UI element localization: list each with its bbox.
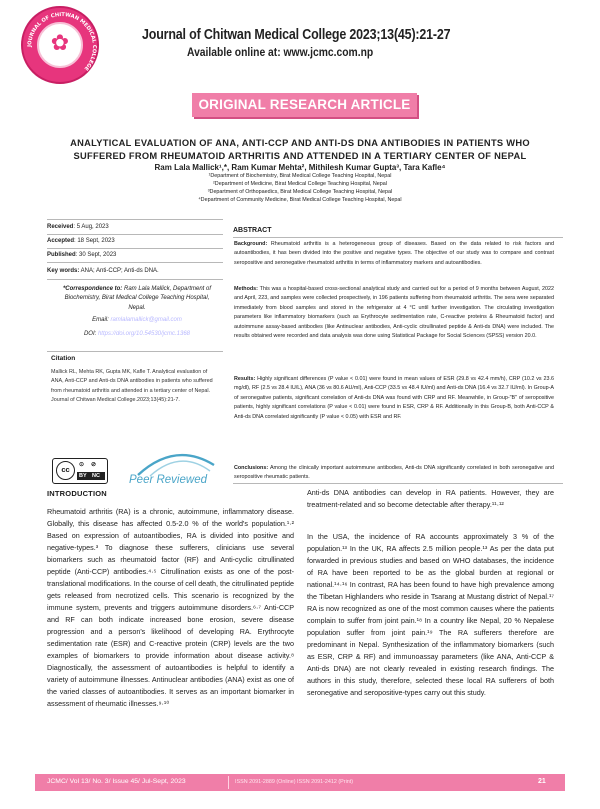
background-text: Rheumatoid arthritis is a heterogeneous group of diseases. Based on the data related to risk factors and autoantibodies, it has been divided into the positive and negative types. The objective of our study was to compare and contrast seropositive and seronegative rheumatoid arthritis in terms of inflammatory markers and autoantibodies.	[234, 241, 554, 266]
divider	[47, 219, 223, 220]
citation-heading: Citation	[51, 355, 76, 362]
intro-right-para-2: In the USA, the incidence of RA accounts approximately 3 % of the population.¹³ In the UK, RA affects 2.5 million people.¹³ As per the data put forwarded in previous studies and based on WHO databases, the incidence of RA have been reported to be as the global burden at regional or national.¹⁴·¹⁶ In contrast, RA has been found to have high prevalence among the Tibetan Highlanders who reside in Tsarang at Mustang district of Nepal.¹⁷ RA is now recognized as one of the most common causes where the patients complain to suffer from joint pain.¹⁸ In a country like Nepal, 20 % Nepalese population suffer from joint pain.¹⁹ The RA sufferers therefore are predominant in Nepal. Synthesization of the inflammatory biomarkers (such as ESR, CRP & RF) and immunoassay parameters (like ANA, Anti-CCP & Anti-ds DNA) are not clearly revealed in existing research findings. The authors in this study, therefore, selected these local RA sufferers of both seronegative and seropositive-types carry out this study.	[307, 532, 554, 697]
creative-commons-badge[interactable]	[52, 458, 108, 484]
affiliation-3: ³Department of Orthopaedics, Birat Medical College Teaching Hospital, Nepal	[207, 189, 393, 195]
journal-logo	[21, 6, 99, 84]
accepted-date	[47, 238, 223, 244]
methods-text: This was a hospital-based cross-sectional analytical study and carried out for a period of 9 months between August, 2022 and April, 223, and samples were collected prospectively, in 196 patients suffering from rheumatoid arthritis. The sera were separated immediately from blood samples and stored in the refrigerator at 4 °C until further investigation. The circulating investigation parameters like inflammatory biomarkers (such as Erythrocyte sedimentation rate, C-reactive proteins & Rheumatoid factor) and autoimmune assay-based antibodies (like Antinuclear antibodies, Anti-cyclic citrullinated peptide & Anti-ds DNA) were included. The results obtained were recorded and data analysis was done using Statistical Package for Social Sciences (SPSS) version 20.0.	[234, 286, 554, 340]
published-value: : 30 Sept, 2023	[75, 252, 117, 258]
accepted-value: : 18 Sept, 2023	[74, 238, 115, 244]
doi-label: DOI:	[83, 330, 97, 337]
received-label: Received	[47, 224, 74, 230]
flower-icon: ✿	[50, 31, 70, 56]
keywords-label: Key words:	[47, 268, 80, 274]
divider	[47, 248, 223, 249]
peer-reviewed-label: Peer Reviewed	[129, 474, 207, 486]
affiliation-1: ¹Department of Biochemistry, Birat Medical College Teaching Hospital, Nepal	[208, 173, 392, 179]
keywords-value: ANA; Anti-CCP; Anti-ds DNA.	[79, 268, 159, 274]
abstract-conclusions	[234, 464, 554, 483]
methods-label: Methods:	[234, 286, 258, 292]
journal-title: Journal of Chitwan Medical College 2023;13(45):21-27	[142, 27, 451, 43]
author-list: Ram Lala Mallick¹,*, Ram Kumar Mehta², Mithilesh Kumar Gupta³, Tara Kafle⁴	[154, 163, 446, 172]
divider	[47, 262, 223, 263]
accepted-label: Accepted	[47, 238, 75, 244]
page-number: 21	[538, 778, 546, 785]
keywords	[47, 268, 223, 274]
cc-nc-icon: ⊘	[91, 462, 97, 468]
background-label: Background:	[234, 241, 268, 247]
abstract-heading: ABSTRACT	[233, 227, 563, 238]
correspondence-block	[53, 285, 221, 339]
doi-link[interactable]: https://doi.org/10.54530/jcmc.1368	[96, 330, 191, 337]
email-link[interactable]: ramlalamallick@gmail.com	[108, 317, 182, 324]
received-value: : 5 Aug, 2023	[73, 224, 109, 230]
cc-by-icon: ⊙	[79, 462, 85, 468]
abstract-background	[234, 240, 554, 268]
intro-left-column: Rheumatoid arthritis (RA) is a chronic, autoimmune, inflammatory disease. Globally, this disease has affected 0.5-2.0 % of the world's population.¹·² Based on expression of autoantibodies, RA is divided into positive and negative-types.³ To diagnose these sufferers, clinicians use several biomarkers such as rheumatoid factor (RF) and Anti-cyclic citrullinated peptide (Anti-CCP) antibodies.⁴·⁵ Citrullination exists as one of the post-translational modifications. In the course of cell death, the citrullinated peptide gets released from necrotized cells. This scenario is recognized by the immune system, prevents and triggers autoimmune disorders.⁶·⁷ Anti-CCP and RF can both indicate increased bone erosion, severe disease progression and a person's likelihood of developing RA. Erythrocyte sedimentation rate (ESR) and C-reactive protein (CRP) levels are the two examples of biomarkers to provide information about disease activity.⁸ Diagnostically, the assessment of autoantibodies is helpful to identify a variety of autoimmune illnesses. Antinuclear antibodies (ANA) exist as one of the varied classes of autoantibodies. It serves as an important biomarker in assessment of rheumatic illnesses.⁹·¹⁰	[47, 507, 294, 708]
journal-website[interactable]: Available online at: www.jcmc.com.np	[187, 45, 374, 59]
article-type-banner: ORIGINAL RESEARCH ARTICLE	[192, 93, 417, 117]
footer-issn: ISSN 2091-2889 (Online) ISSN 2091-2412 (Print)	[235, 779, 354, 785]
title-line-1: ANALYTICAL EVALUATION OF ANA, ANTI-CCP AND ANTI-DS DNA ANTIBODIES IN PATIENTS WHO	[70, 138, 530, 148]
abstract-divider	[233, 483, 563, 484]
cc-label-bar	[77, 472, 105, 480]
affiliation-4: ⁴Department of Community Medicine, Birat Medical College Teaching Hospital, Nepal	[198, 197, 402, 203]
logo-emblem	[37, 22, 83, 68]
abstract-methods	[234, 285, 554, 341]
title-line-2: SUFFERED FROM RHEUMATOID ARTHRITIS AND ATTENDED IN A TERTIARY CENTER OF NEPAL	[73, 151, 527, 161]
cc-nc-label: NC	[92, 473, 100, 479]
correspondence-name: Ram Lala Mallick, Department of	[122, 286, 212, 292]
correspondence-line-3: Nepal.	[128, 304, 146, 311]
article-title	[40, 137, 560, 163]
abstract-results	[234, 375, 554, 422]
divider	[47, 234, 223, 235]
peer-review-arc-icon	[130, 447, 220, 477]
results-label: Results:	[234, 376, 256, 382]
published-date	[47, 252, 223, 258]
introduction-heading: INTRODUCTION	[47, 489, 107, 498]
conclusions-text: Among the clinically important autoimmune antibodies, Anti-ds DNA significantly correlated in both seronegative and seropositive rheumatic patients.	[234, 465, 554, 481]
footer-volume: JCMC/ Vol 13/ No. 3/ Issue 45/ Jul-Sept, 2023	[47, 778, 186, 785]
email-label: Email:	[92, 317, 109, 324]
affiliation-2: ²Department of Medicine, Birat Medical College Teaching Hospital, Nepal	[213, 181, 387, 187]
cc-icon: cc	[56, 461, 75, 480]
intro-right-para-1: Anti-ds DNA antibodies can develop in RA patients. However, they are treatment-related and so become detectable after therapy.¹¹·¹²	[307, 488, 554, 509]
logo-ring-label: JOURNAL OF CHITWAN MEDICAL COLLEGE	[26, 11, 98, 72]
citation-text: Mallick RL, Mehta RK, Gupta MK, Kafle T. Analytical evaluation of ANA, Anti-CCP and Anti-ds DNA antibodies in patients who suffered from rheumatoid arthritis and attended in a tertiary center of Nepal. Journal of Chitwan Medical College.2023;13(45):21-7.	[51, 369, 213, 404]
divider	[47, 351, 223, 352]
published-label: Published	[47, 252, 76, 258]
conclusions-label: Conclusions:	[234, 465, 269, 471]
received-date	[47, 224, 223, 230]
results-text: Highly significant differences (P value < 0.01) were found in mean values of ESR (29.8 vs 42.4 mm/h), CRP (10.2 vs 23.6 mg/dl), RF (2.5 vs 28.4 IU/L), ANA (36 vs 80.6 AU/ml), Anti-CCP (33.5 vs 48.4 IU/ml) and Anti-ds DNA (16.4 vs 32.7 IU/ml). In Group-A of seronegative patients, significant correlation of Anti-ds DNA was found with CRP and RF. Meanwhile, in Group-"B" of seropositive patients, highly significant correlations (P value < 0.01) were found in ESR, CRP & RF. Additionally in this Group-B, both Anti-CCP & Anti-ds DNA correlated significantly (P value < 0.05) with ESR and RF.	[234, 376, 554, 420]
correspondence-label: *Correspondence to:	[62, 286, 123, 292]
footer-separator	[228, 776, 229, 789]
cc-by-label: BY	[79, 473, 87, 479]
divider	[47, 279, 223, 280]
correspondence-line-2: Biochemistry, Birat Medical College Teaching Hospital,	[64, 295, 210, 302]
